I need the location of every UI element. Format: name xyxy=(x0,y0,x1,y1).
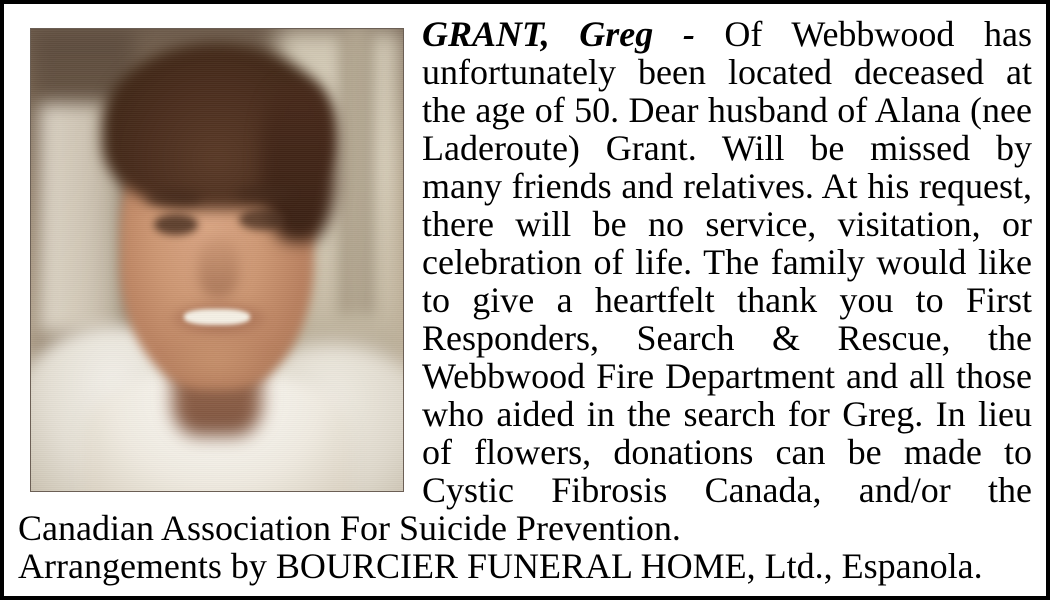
deceased-name: GRANT, Greg - xyxy=(422,14,695,54)
photo-chin xyxy=(165,343,269,389)
photo-nose xyxy=(198,237,239,297)
notice-inner xyxy=(18,16,1032,586)
photo-eye-left xyxy=(154,214,199,235)
portrait-photo xyxy=(30,28,404,492)
obituary-body-text: Of Webbwood has unfortunately been located deceased at the age of 50. Dear husband of Alana (nee Laderoute) Grant. Will be missed by many friends and relatives. At his request, there will be no service, visitation, or celebration of life. The family would like to give a heartfelt thank you to First Responders, Search & Rescue, the Webbwood Fire Department and all those who aided in the search for Greg. In lieu of flowers, donations can be made to Cystic Fibrosis Canada, and/or the Canadian Association For Suicide Prevention. xyxy=(18,14,1032,548)
photo-door-frame xyxy=(340,29,373,315)
funeral-arrangements-text: Arrangements by BOURCIER FUNERAL HOME, Ltd., Espanola. xyxy=(18,545,983,586)
photo-teeth xyxy=(184,309,251,326)
funeral-arrangements xyxy=(18,545,1032,586)
photo-eyebrow-right xyxy=(236,186,292,201)
photo-eye-right xyxy=(239,209,284,230)
